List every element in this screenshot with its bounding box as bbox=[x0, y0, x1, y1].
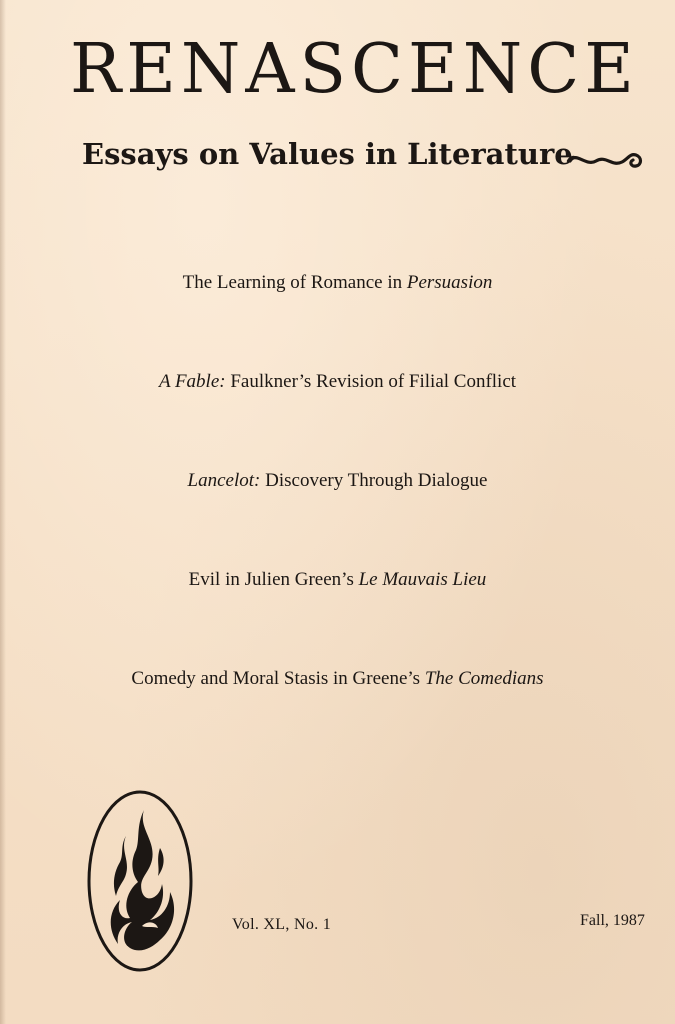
volume-number: Vol. XL, No. 1 bbox=[232, 916, 332, 933]
article-title-italic: Lancelot: bbox=[187, 470, 261, 491]
article-title bbox=[0, 471, 675, 490]
article-title-italic: A Fable: bbox=[158, 371, 226, 392]
flame-emblem-icon bbox=[86, 788, 194, 974]
issue-date: Fall, 1987 bbox=[580, 912, 645, 929]
article-title bbox=[0, 273, 675, 292]
article-title-italic: Persuasion bbox=[406, 272, 493, 293]
journal-title: RENASCENCE bbox=[70, 30, 639, 109]
article-title bbox=[0, 372, 675, 391]
article-title-italic: The Comedians bbox=[424, 668, 544, 689]
cover-edge-shadow bbox=[0, 0, 6, 1024]
article-title-text: Evil in Julien Green’s bbox=[188, 569, 359, 590]
article-title-text: Faulkner’s Revision of Filial Conflict bbox=[225, 371, 517, 392]
article-title-text: Discovery Through Dialogue bbox=[260, 470, 488, 491]
flourish-icon bbox=[566, 145, 646, 175]
article-title-italic: Le Mauvais Lieu bbox=[358, 569, 487, 590]
journal-subtitle: Essays on Values in Literature bbox=[82, 137, 573, 171]
article-title bbox=[0, 570, 675, 589]
article-title bbox=[0, 669, 675, 688]
article-title-text: Comedy and Moral Stasis in Greene’s bbox=[131, 668, 425, 689]
article-title-text: The Learning of Romance in bbox=[182, 272, 407, 293]
